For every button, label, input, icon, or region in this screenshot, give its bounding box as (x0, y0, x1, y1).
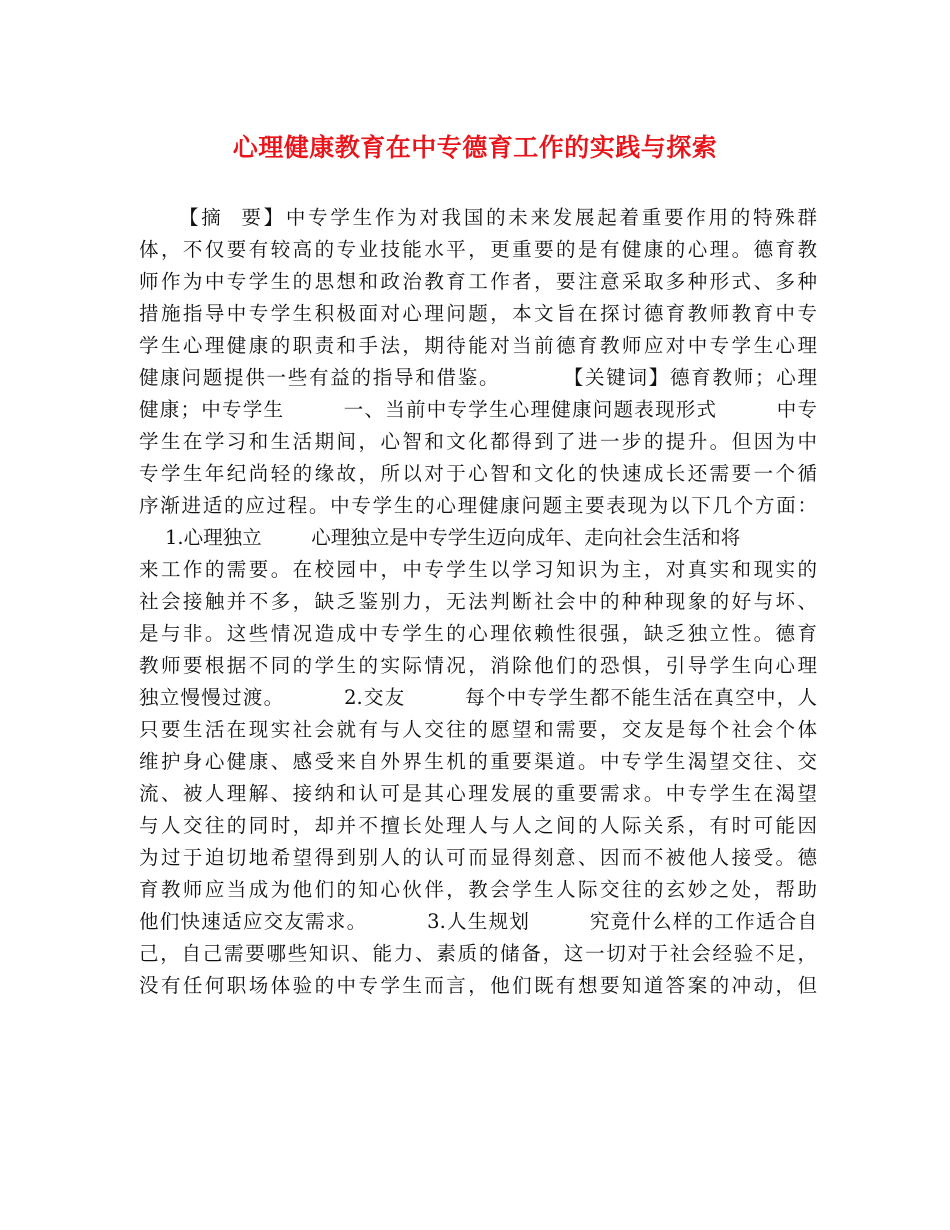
body-line: 维护身心健康、感受来自外界生机的重要渠道。中专学生渴望交往、交 (139, 750, 817, 773)
body-line: 【摘 要】中专学生作为对我国的未来发展起着重要作用的特殊群 (179, 206, 817, 229)
body-line: 健康；中专学生 一、当前中专学生心理健康问题表现形式 中专 (139, 398, 817, 421)
body-line: 健康问题提供一些有益的指导和借鉴。 【关键词】德育教师；心理 (139, 366, 817, 389)
body-line: 社会接触并不多，缺乏鉴别力，无法判断社会中的种种现象的好与坏、 (139, 590, 817, 613)
body-line: 没有任何职场体验的中专学生而言，他们既有想要知道答案的冲动，但 (139, 974, 817, 997)
body-line: 只要生活在现实社会就有与人交往的愿望和需要，交友是每个社会个体 (139, 718, 817, 741)
document-body (139, 202, 817, 1002)
body-line: 独立慢慢过渡。 2.交友 每个中专学生都不能生活在真空中，人 (139, 686, 817, 709)
body-line: 学生心理健康的职责和手法，期待能对当前德育教师应对中专学生心理 (139, 334, 817, 357)
document-title: 心理健康教育在中专德育工作的实践与探索 (232, 133, 718, 162)
body-line: 与人交往的同时，却并不擅长处理人与人之间的人际关系，有时可能因 (139, 814, 817, 837)
body-line: 学生在学习和生活期间，心智和文化都得到了进一步的提升。但因为中 (139, 430, 817, 453)
body-line: 他们快速适应交友需求。 3.人生规划 究竟什么样的工作适合自 (139, 910, 817, 933)
body-line: 序渐进适的应过程。中专学生的心理健康问题主要表现为以下几个方面： (139, 494, 817, 517)
body-line: 流、被人理解、接纳和认可是其心理发展的重要需求。中专学生在渴望 (139, 782, 817, 805)
body-line: 育教师应当成为他们的知心伙伴，教会学生人际交往的玄妙之处，帮助 (139, 878, 817, 901)
body-line: 专学生年纪尚轻的缘故，所以对于心智和文化的快速成长还需要一个循 (139, 462, 817, 485)
body-line: 师作为中专学生的思想和政治教育工作者，要注意采取多种形式、多种 (139, 270, 817, 293)
body-line: 来工作的需要。在校园中，中专学生以学习知识为主，对真实和现实的 (139, 558, 817, 581)
body-line: 是与非。这些情况造成中专学生的心理依赖性很强，缺乏独立性。德育 (139, 622, 817, 645)
body-line: 体，不仅要有较高的专业技能水平，更重要的是有健康的心理。德育教 (139, 238, 817, 261)
body-line: 1.心理独立 心理独立是中专学生迈向成年、走向社会生活和将 (165, 526, 741, 549)
body-line: 己，自己需要哪些知识、能力、素质的储备，这一切对于社会经验不足， (139, 942, 817, 965)
body-line: 为过于迫切地希望得到别人的认可而显得刻意、因而不被他人接受。德 (139, 846, 817, 869)
body-line: 措施指导中专学生积极面对心理问题，本文旨在探讨德育教师教育中专 (139, 302, 817, 325)
body-line: 教师要根据不同的学生的实际情况，消除他们的恐惧，引导学生向心理 (139, 654, 817, 677)
